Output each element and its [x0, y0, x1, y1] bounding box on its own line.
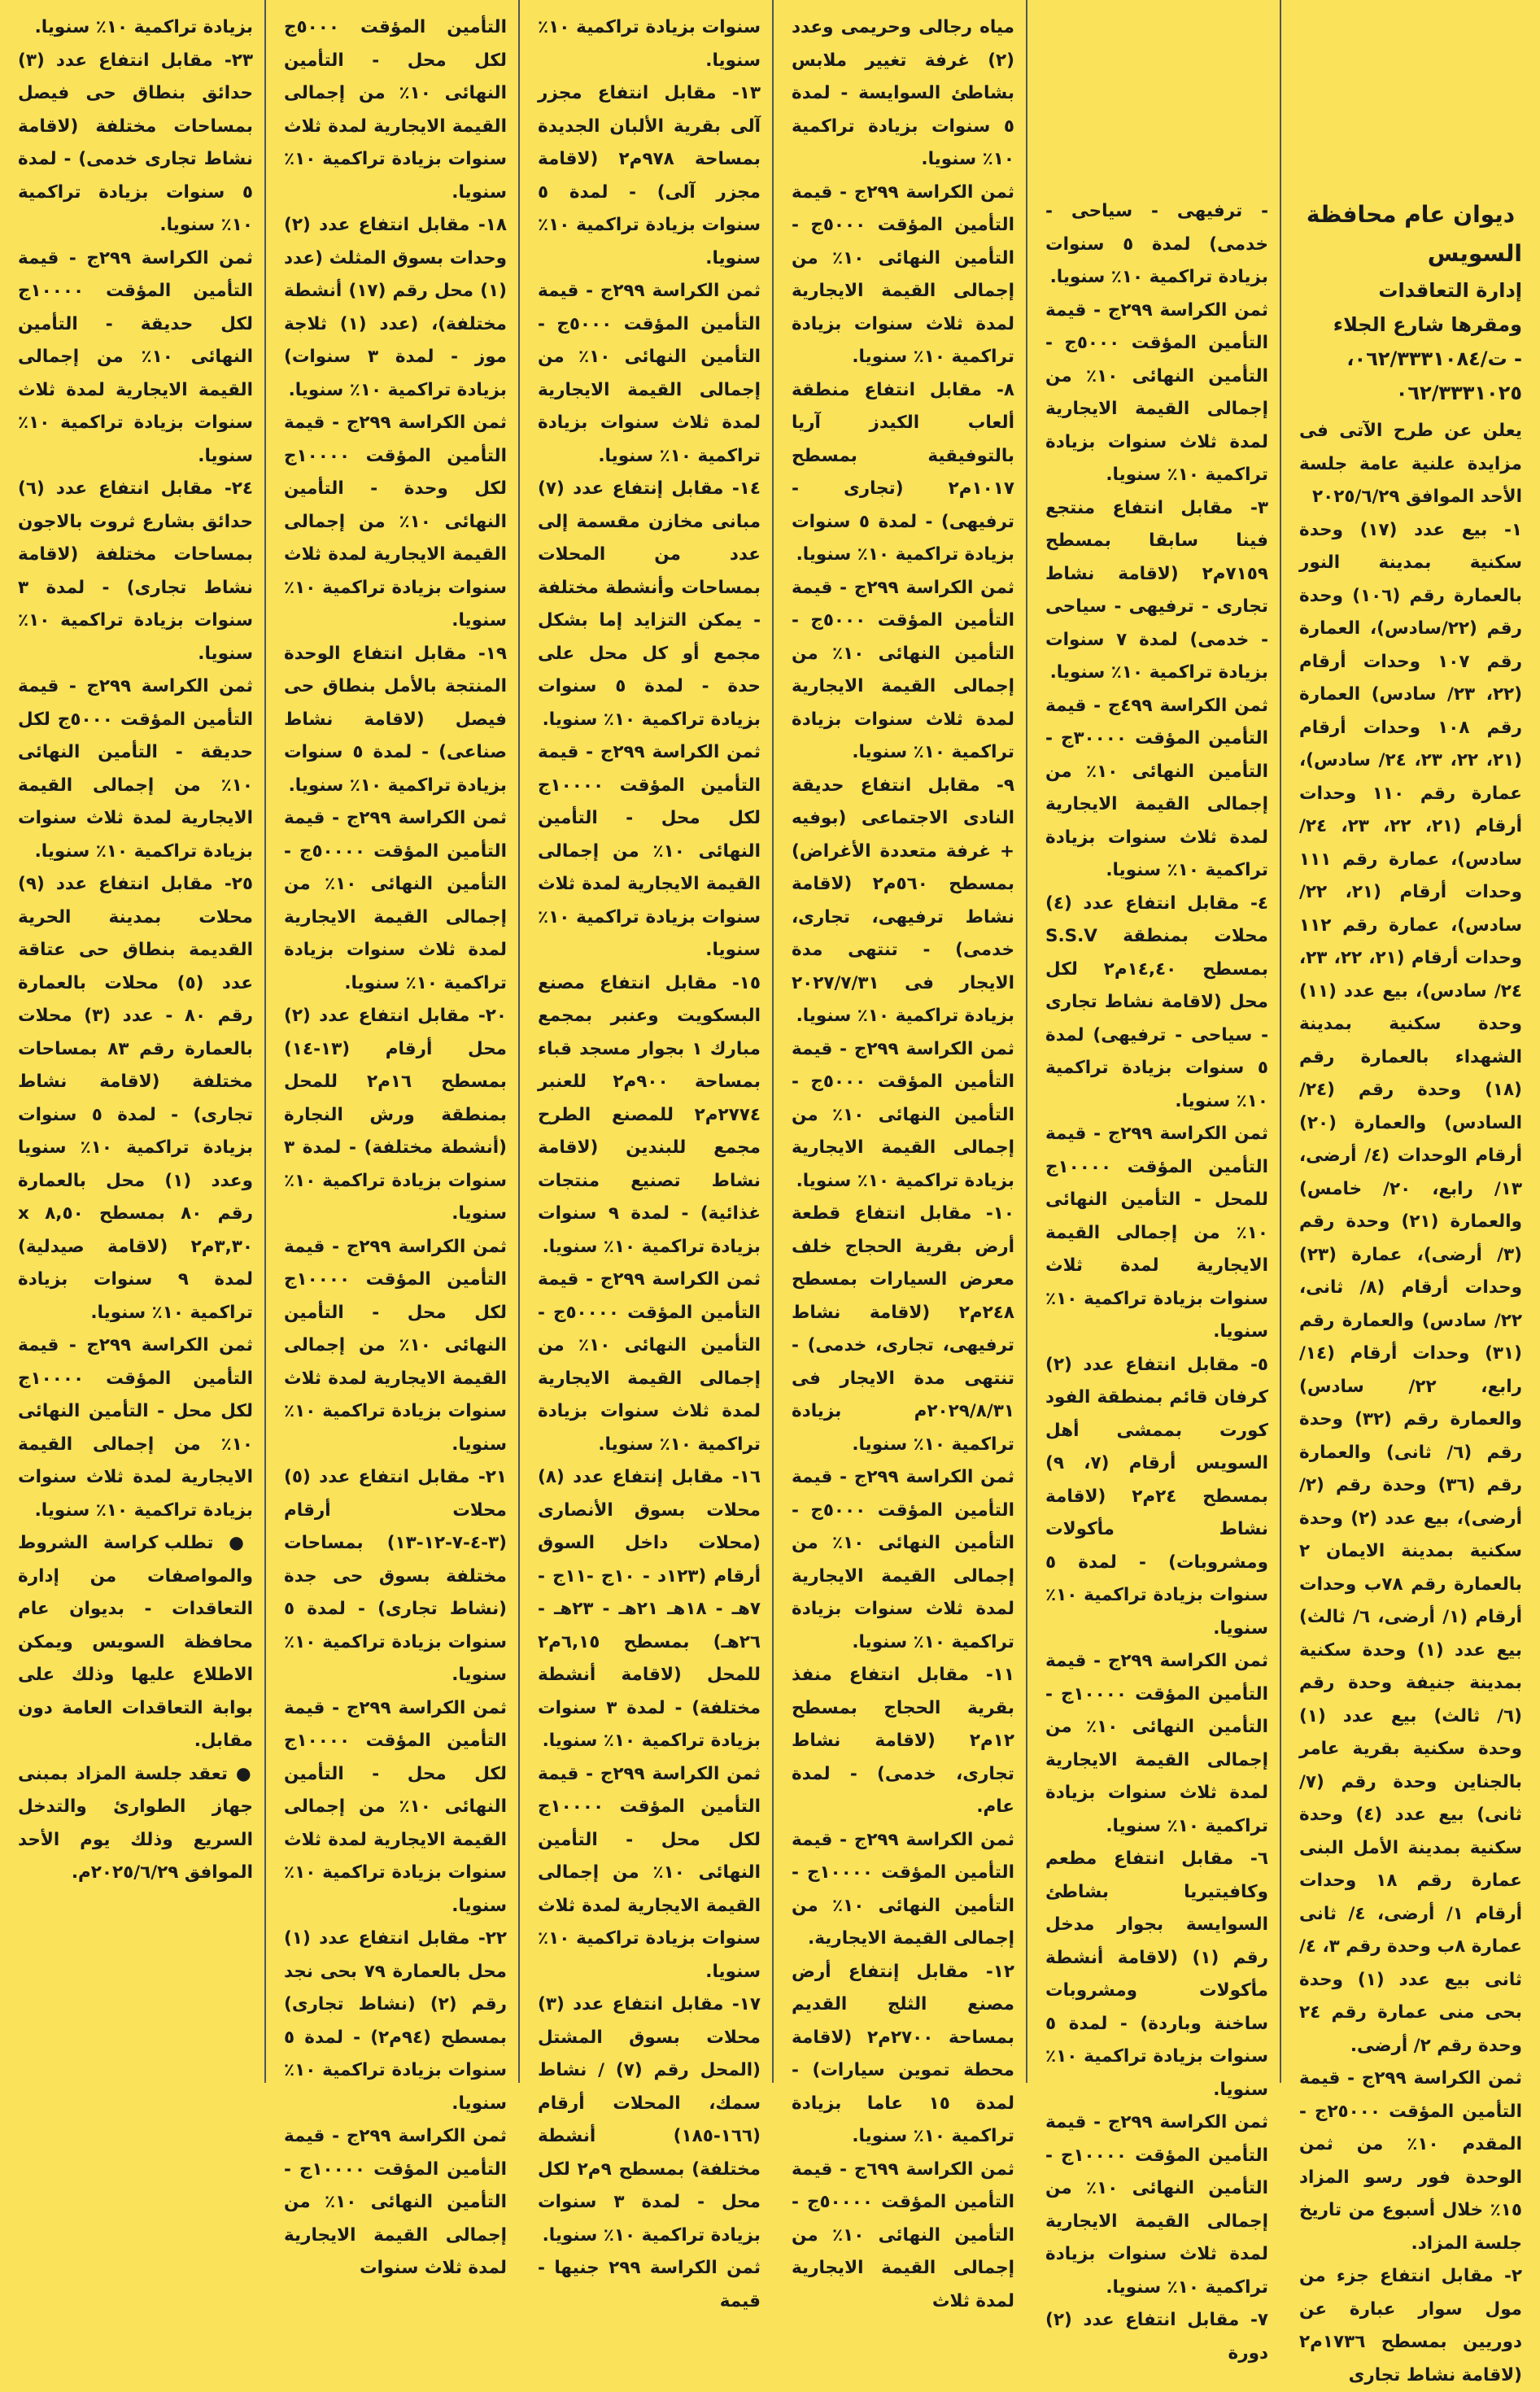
paragraph: ثمن الكراسة ٢٩٩ج - قيمة التأمين المؤقت ١٠٠٠٠ج لكل محل - التأمين النهائى ١٠٪ من إجمالى القيمة الايجارية لمدة ثلاث سنوات بزيادة تراكمية ١٠٪ سنويا. [284, 1697, 507, 1916]
paragraph: ٢٢- مقابل انتفاع عدد (١) محل بالعمارة ٧٩ بحى نجد رقم (٢) (نشاط تجارى) بمسطح (٩٤م٢) - لمدة ٥ سنوات بزيادة تراكمية ١٠٪ سنويا. [284, 1928, 507, 2114]
paragraph: ثمن الكراسة ٢٩٩ج - قيمة التأمين المؤقت ١٠٠٠٠ج - التأمين النهائى ١٠٪ من إجمالى القيمة الايجارية لمدة ثلاث سنوات بزيادة تراكمية ١٠٪ سنويا. [1045, 1651, 1268, 1836]
paragraph: ١٢- مقابل إنتفاع أرض مصنع الثلج القديم بمساحة ٢٧٠٠م٢ (لاقامة محطة تموين سيارات) - لمدة ١٥ عاما بزيادة تراكمية ١٠٪ سنويا. [792, 1961, 1014, 2146]
paragraph: ٨- مقابل انتفاع منطقة ألعاب الكيدز آريا بالتوفيقية بمسطح ١٠١٧م٢ (تجارى - ترفيهى) - لمدة ٥ سنوات بزيادة تراكمية ١٠٪ سنويا. [792, 379, 1014, 565]
department-name: إدارة التعاقدات [1378, 279, 1522, 302]
note-bullet: ● تعقد جلسة المزاد بمبنى جهاز الطوارئ والتدخل السريع وذلك يوم الأحد الموافق ٢٠٢٥/٦/٢٩م. [18, 1758, 253, 1890]
paragraph: ١٩- مقابل انتفاع الوحدة المنتجة بالأمل بنطاق حى فيصل (لاقامة نشاط صناعى) - لمدة ٥ سنوات بزيادة تراكمية ١٠٪ سنويا. [284, 643, 508, 796]
column-divider [518, 0, 520, 2083]
paragraph: ٤- مقابل انتفاع عدد (٤) محلات بمنطقة S.S.V بمسطح ١٤,٤٠م٢ لكل محل (لاقامة نشاط تجارى - سياحى - ترفيهى) لمدة ٥ سنوات بزيادة تراكمية ١٠٪ سنويا. [1045, 893, 1268, 1111]
paragraph: ١٨- مقابل انتفاع عدد (٢) وحدات بسوق المثلث (عدد (١) محل رقم (١٧) أنشطة مختلفة)، (عدد (١) ثلاجة موز - لمدة ٣ سنوات) بزيادة تراكمية ١٠٪ سنويا. [284, 215, 507, 400]
paragraph: ٢٤- مقابل انتفاع عدد (٦) حدائق بشارع ثروت بالاجون بمساحات مختلفة (لاقامة نشاط تجارى) - لمدة ٣ سنوات بزيادة تراكمية ١٠٪ سنويا. [18, 478, 253, 664]
paragraph: سنوات بزيادة تراكمية ١٠٪ سنويا. [538, 17, 761, 71]
column-2 [1034, 11, 1280, 2364]
paragraph: ثمن الكراسة ٢٩٩ج - قيمة التأمين المؤقت ١٠٠٠٠ج - التأمين النهائى ١٠٪ من إجمالى القيمة الايجارية لمدة ثلاث سنوات [284, 2126, 507, 2278]
paragraph: ثمن الكراسة ٦٩٩ج - قيمة التأمين المؤقت ٥٠٠٠٠ج - التأمين النهائى ١٠٪ من إجمالى القيمة الايجارية لمدة ثلاث [792, 2158, 1014, 2311]
paragraph: ثمن الكراسة ٢٩٩ج - قيمة التأمين المؤقت ١٠٠٠٠ج لكل وحدة - التأمين النهائى ١٠٪ من إجمالى القيمة الايجارية لمدة ثلاث سنوات بزيادة تراكمية ١٠٪ سنويا. [284, 412, 507, 631]
column-5 [273, 11, 518, 2278]
paragraph: التأمين المؤقت ٥٠٠٠ج لكل محل - التأمين النهائى ١٠٪ من إجمالى القيمة الايجارية لمدة ثلاث سنوات بزيادة تراكمية ١٠٪ سنويا. [284, 17, 507, 203]
page-title: ديوان عام محافظة السويس [1306, 201, 1522, 267]
paragraph: ثمن الكراسة ٢٩٩ جنيها - قيمة [538, 2258, 761, 2311]
paragraph: ثمن الكراسة ٢٩٩ج - قيمة التأمين المؤقت ٥٠٠٠٠ج - التأمين النهائى ١٠٪ من إجمالى القيمة الايجارية لمدة ثلاث سنوات بزيادة تراكمية ١٠٪ سنويا. [284, 808, 507, 993]
paragraph: بزيادة تراكمية ١٠٪ سنويا. [34, 17, 253, 37]
paragraph: ٥- مقابل انتفاع عدد (٢) كرفان قائم بمنطقة الفود كورت بممشى أهل السويس أرقام (٧، ٩) بمسطح ٢٤م٢ (لاقامة نشاط مأكولات ومشروبات) - لمدة ٥ سنوات بزيادة تراكمية ١٠٪ سنويا. [1045, 1354, 1269, 1639]
paragraph: ثمن الكراسة ٢٩٩ج - قيمة التأمين المؤقت ٥٠٠٠ج - التأمين النهائى ١٠٪ من إجمالى القيمة الايجارية لمدة ثلاث سنوات بزيادة تراكمية ١٠٪ سنويا. [792, 577, 1014, 762]
paragraph: ٧- مقابل انتفاع عدد (٢) دورة [1045, 2310, 1268, 2364]
paragraph: ثمن الكراسة ٤٩٩ج - قيمة التأمين المؤقت ٣٠٠٠٠ج - التأمين النهائى ١٠٪ من إجمالى القيمة الايجارية لمدة ثلاث سنوات بزيادة تراكمية ١٠٪ سنويا. [1045, 695, 1268, 880]
paragraph: ثمن الكراسة ٢٩٩ج - قيمة التأمين المؤقت ٢٥٠٠٠ج - المقدم ١٠٪ من ثمن الوحدة فور رسو المزاد ١٥٪ خلال أسبوع من تاريخ جلسة المزاد. [1299, 2068, 1522, 2254]
paragraph: ١٤- مقابل إنتفاع عدد (٧) مبانى مخازن مقسمة إلى عدد من المحلات بمساحات وأنشطة مختلفة - يمكن التزايد إما بشكل مجمع أو كل محل على حدة - لمدة ٥ سنوات بزيادة تراكمية ١٠٪ سنويا. [538, 478, 761, 730]
column-1 [1288, 11, 1533, 2385]
paragraph: ٢٠- مقابل انتفاع عدد (٢) محل أرقام (١٣-١٤) بمسطح ١٦م٢ للمحل بمنطقة ورش النجارة (أنشطة مختلفة) - لمدة ٣ سنوات بزيادة تراكمية ١٠٪ سنويا. [284, 1006, 507, 1224]
paragraph: ٦- مقابل انتفاع مطعم وكافيتيريا بشاطئ السوايسة بجوار مدخل رقم (١) (لاقامة أنشطة مأكولات ومشروبات ساخنة وباردة) - لمدة ٥ سنوات بزيادة تراكمية ١٠٪ سنويا. [1045, 1849, 1268, 2100]
paragraph: ثمن الكراسة ٢٩٩ج - قيمة التأمين المؤقت ٥٠٠٠ج - التأمين النهائى ١٠٪ من إجمالى القيمة الايجارية لمدة ثلاث سنوات بزيادة تراكمية ١٠٪ سنويا. [792, 1467, 1014, 1652]
intro-text: يعلن عن طرح الآتى فى مزايدة علنية عامة جلسة الأحد الموافق ٢٠٢٥/٦/٢٩ [1299, 421, 1522, 507]
paragraph: ثمن الكراسة ٢٩٩ج - قيمة التأمين المؤقت ١٠٠٠٠ج - التأمين النهائى ١٠٪ من إجمالى القيمة الايجارية. [792, 1829, 1014, 1949]
paragraph: ١- بيع عدد (١٧) وحدة سكنية بمدينة النور بالعمارة رقم (١٠٦) وحدة رقم (٢٢/سادس)، العمارة رقم ١٠٧ وحدات أرقام (٢٢، ٢٣/ سادس) العمارة رقم ١٠٨ وحدات أرقام (٢١، ٢٢، ٢٣، ٢٤/ سادس)، عمارة رقم ١١٠ وحدات أرقام (٢١، ٢٢، ٢٣، ٢٤/ سادس)، عمارة رقم ١١١ وحدات أرقام (٢١، ٢٢/ سادس)، عمارة رقم ١١٢ وحدات أرقام (٢١، ٢٢، ٢٣، ٢٤/ سادس)، بيع عدد (١١) وحدة سكنية بمدينة الشهداء بالعمارة رقم (١٨) وحدة رقم (٢٤/ السادس) والعمارة (٢٠) أرقام الوحدات (٤/ أرضى، ١٣/ رابع، ٢٠/ خامس) والعمارة (٢١) وحدة رقم (٣/ أرضى)، عمارة (٢٣) وحدات أرقام (٨/ ثانى، ٢٢/ سادس) والعمارة رقم (٣١) وحدات أرقام (١٤/ رابع، ٢٢/ سادس) والعمارة رقم (٣٢) وحدة رقم (٦/ ثانى) والعمارة رقم (٣٦) وحدة رقم (٢/ أرضى)، بيع عدد (٢) وحدة سكنية بمدينة الايمان ٢ بالعمارة رقم ٧٨ب وحدات أرقام (١/ أرضى، ٦/ ثالث) بيع عدد (١) وحدة سكنية بمدينة جنيفة وحدة رقم (٦/ ثالث) بيع عدد (١) وحدة سكنية بقرية عامر بالجناين وحدة رقم (٧/ ثانى) بيع عدد (٤) وحدة سكنية بمدينة الأمل البنى عمارة رقم ١٨ وحدات أرقام ١/ أرضى، ٤/ ثانى عمارة ٨ب وحدة رقم ٣، ٤/ ثانى بيع عدد (١) وحدة بحى منى عمارة رقم ٢٤ وحدة رقم ٢/ أرضى. [1299, 519, 1523, 2056]
paragraph: ١٧- مقابل انتفاع عدد (٣) محلات بسوق المشتل (المحل رقم (٧) / نشاط سمك، المحلات أرقام (١٦٦-١٨٥) أنشطة مختلفة) بمسطح ٩م٢ لكل محل - لمدة ٣ سنوات بزيادة تراكمية ١٠٪ سنويا. [538, 1994, 761, 2246]
column-divider [772, 0, 774, 2083]
paragraph: ٣- مقابل انتفاع منتجع فينا سابقا بمسطح ٧١٥٩م٢ (لاقامة نشاط تجارى - ترفيهى - سياحى - خدمى) لمدة ٧ سنوات بزيادة تراكمية ١٠٪ سنويا. [1045, 497, 1269, 683]
paragraph: ثمن الكراسة ٢٩٩ج - قيمة التأمين المؤقت ١٠٠٠٠ج لكل محل - التأمين النهائى ١٠٪ من إجمالى القيمة الايجارية لمدة ثلاث سنوات بزيادة تراكمية ١٠٪ سنويا. [284, 1236, 507, 1455]
paragraph: ٢١- مقابل انتفاع عدد (٥) محلات أرقام (٣-٤-٧-١٢-١٣) بمساحات مختلفة بسوق حى جدة (نشاط تجارى) - لمدة ٥ سنوات بزيادة تراكمية ١٠٪ سنويا. [284, 1467, 507, 1685]
column-4 [526, 11, 772, 2311]
paragraph: ثمن الكراسة ٢٩٩ج - قيمة التأمين المؤقت ٥٠٠٠ج - التأمين النهائى ١٠٪ من إجمالى القيمة الايجارية بزيادة تراكمية ١٠٪ سنويا. [792, 1038, 1014, 1191]
office-address: ومقرها شارع الجلاء [1333, 313, 1522, 336]
paragraph: ٩- مقابل انتفاع حديقة النادى الاجتماعى (بوفيه + غرفة متعددة الأغراض) بمسطح ٥٦٠م٢ (لاقامة نشاط ترفيهى، تجارى، خدمى) - تنتهى مدة الايجار فى ٢٠٢٧/٧/٣١ بزيادة تراكمية ١٠٪ سنويا. [792, 775, 1014, 1026]
column-divider [1280, 0, 1281, 2083]
paragraph: ثمن الكراسة ٢٩٩ج - قيمة التأمين المؤقت ١٠٠٠٠ج لكل حديقة - التأمين النهائى ١٠٪ من إجمالى القيمة الايجارية لمدة ثلاث سنوات بزيادة تراكمية ١٠٪ سنويا. [18, 247, 253, 466]
paragraph: ١١- مقابل انتفاع منفذ بقرية الحجاج بمسطح ١٢م٢ (لاقامة نشاط تجارى، خدمى) - لمدة عام. [792, 1665, 1014, 1817]
paragraph: ثمن الكراسة ٢٩٩ج - قيمة التأمين المؤقت ٥٠٠٠ج - التأمين النهائى ١٠٪ من إجمالى القيمة الايجارية لمدة ثلاث سنوات بزيادة تراكمية ١٠٪ سنويا. [792, 181, 1014, 367]
paragraph: ثمن الكراسة ٢٩٩ج - قيمة التأمين المؤقت ٥٠٠٠٠ج - التأمين النهائى ١٠٪ من إجمالى القيمة الايجارية لمدة ثلاث سنوات بزيادة تراكمية ١٠٪ سنويا. [538, 1269, 761, 1455]
paragraph: ثمن الكراسة ٢٩٩ج - قيمة التأمين المؤقت ١٠٠٠٠ج - التأمين النهائى ١٠٪ من إجمالى القيمة الايجارية لمدة ثلاث سنوات بزيادة تراكمية ١٠٪ سنويا. [1045, 2112, 1268, 2298]
phone-line-1: - ت/٠٦٢/٣٣٣١٠٨٤، [1346, 347, 1522, 370]
paragraph: ١٠- مقابل انتفاع قطعة أرض بقرية الحجاج خلف معرض السيارات بمسطح ٢٤٨م٢ (لاقامة نشاط ترفيهى، تجارى، خدمى) - تنتهى مدة الايجار فى ٢٠٢٩/٨/٣١م بزيادة تراكمية ١٠٪ سنويا. [792, 1203, 1014, 1455]
paragraph: ١٥- مقابل انتفاع مصنع البسكويت وعنبر بمجمع مبارك ١ بجوار مسجد قباء بمساحة ٩٠٠م٢ للعنبر ٢٧٧٤م٢ للمصنع الطرح مجمع للبندين (لاقامة نشاط تصنيع منتجات غذائية) - لمدة ٩ سنوات بزيادة تراكمية ١٠٪ سنويا. [538, 972, 761, 1257]
paragraph: ٢٣- مقابل انتفاع عدد (٣) حدائق بنطاق حى فيصل بمساحات مختلفة (لاقامة نشاط تجارى خدمى) - لمدة ٥ سنوات بزيادة تراكمية ١٠٪ سنويا. [18, 50, 253, 235]
paragraph: ١٦- مقابل إنتفاع عدد (٨) محلات بسوق الأنصارى (محلات داخل السوق أرقام (١٢٣د - ١٠ج -١١ج - ٧هـ - ١٨هـ ٢١هـ - ٢٣هـ - ٢٦هـ) بمسطح ٦,١٥م٢ للمحل (لاقامة أنشطة مختلفة) - لمدة ٣ سنوات بزيادة تراكمية ١٠٪ سنويا. [538, 1467, 761, 1751]
paragraph: ١٣- مقابل انتفاع مجزر آلى بقرية الألبان الجديدة بمساحة ٩٧٨م٢ (لاقامة مجزر آلى) - لمدة ٥ سنوات بزيادة تراكمية ١٠٪ سنويا. [538, 83, 761, 268]
note-bullet: ● تطلب كراسة الشروط والمواصفات من إدارة التعاقدات - بديوان عام محافظة السويس ويمكن الاطلاع عليها وذلك على بوابة التعاقدات العامة دون مقابل. [18, 1527, 253, 1758]
paragraph: ثمن الكراسة ٢٩٩ج - قيمة التأمين المؤقت ١٠٠٠٠ج لكل محل - التأمين النهائى ١٠٪ من إجمالى القيمة الايجارية لمدة ثلاث سنوات بزيادة تراكمية ١٠٪ سنويا. [538, 742, 761, 960]
paragraph: - ترفيهى - سياحى - خدمى) لمدة ٥ سنوات بزيادة تراكمية ١٠٪ سنويا. [1045, 201, 1269, 287]
paragraph: ثمن الكراسة ٢٩٩ج - قيمة التأمين المؤقت ٥٠٠٠ج - التأمين النهائى ١٠٪ من إجمالى القيمة الايجارية لمدة ثلاث سنوات بزيادة تراكمية ١٠٪ سنويا. [538, 281, 761, 466]
column-3 [780, 11, 1026, 2311]
column-divider [1026, 0, 1027, 2083]
paragraph: ٢٥- مقابل انتفاع عدد (٩) محلات بمدينة الحرية القديمة بنطاق حى عتاقة عدد (٥) محلات بالعمارة رقم ٨٠ - عدد (٣) محلات بالعمارة رقم ٨٣ بمساحات مختلفة (لاقامة نشاط تجارى) - لمدة ٥ سنوات بزيادة تراكمية ١٠٪ سنويا وعدد (١) محل بالعمارة رقم ٨٠ بمسطح ٨,٥٠ x ٣,٣٠م٢ (لاقامة صيدلية) لمدة ٩ سنوات بزيادة تراكمية ١٠٪ سنويا. [18, 874, 254, 1323]
paragraph: ثمن الكراسة ٢٩٩ج - قيمة التأمين المؤقت ١٠٠٠٠ج لكل محل - التأمين النهائى ١٠٪ من إجمالى القيمة الايجارية لمدة ثلاث سنوات بزيادة تراكمية ١٠٪ سنويا. [18, 1335, 253, 1521]
column-divider [264, 0, 266, 2083]
paragraph: ثمن الكراسة ٢٩٩ج - قيمة التأمين المؤقت ١٠٠٠٠ج للمحل - التأمين النهائى ١٠٪ من إجمالى القيمة الايجارية لمدة ثلاث سنوات بزيادة تراكمية ١٠٪ سنويا. [1045, 1124, 1268, 1342]
paragraph: ثمن الكراسة ٢٩٩ج - قيمة التأمين المؤقت ٥٠٠٠ج - التأمين النهائى ١٠٪ من إجمالى القيمة الايجارية لمدة ثلاث سنوات بزيادة تراكمية ١٠٪ سنويا. [1045, 299, 1268, 485]
paragraph: مياه رجالى وحريمى وعدد (٢) غرفة تغيير ملابس بشاطئ السوايسة - لمدة ٥ سنوات بزيادة تراكمية ١٠٪ سنويا. [792, 17, 1014, 169]
paragraph: ٢- مقابل انتفاع جزء من مول سوار عبارة عن دوريين بمسطح ١٧٣٦م٢ (لاقامة نشاط تجارى [1299, 2266, 1522, 2385]
column-6 [7, 11, 264, 2078]
phone-line-2: ٠٦٢/٣٣٣١٠٢٥ [1395, 382, 1522, 404]
paragraph: ثمن الكراسة ٢٩٩ج - قيمة التأمين المؤقت ١٠٠٠٠ج لكل محل - التأمين النهائى ١٠٪ من إجمالى القيمة الايجارية لمدة ثلاث سنوات بزيادة تراكمية ١٠٪ سنويا. [538, 1763, 761, 1982]
paragraph: ثمن الكراسة ٢٩٩ج - قيمة التأمين المؤقت ٥٠٠٠ج لكل حديقة - التأمين النهائى ١٠٪ من إجمالى القيمة الايجارية لمدة ثلاث سنوات بزيادة تراكمية ١٠٪ سنويا. [18, 676, 253, 862]
